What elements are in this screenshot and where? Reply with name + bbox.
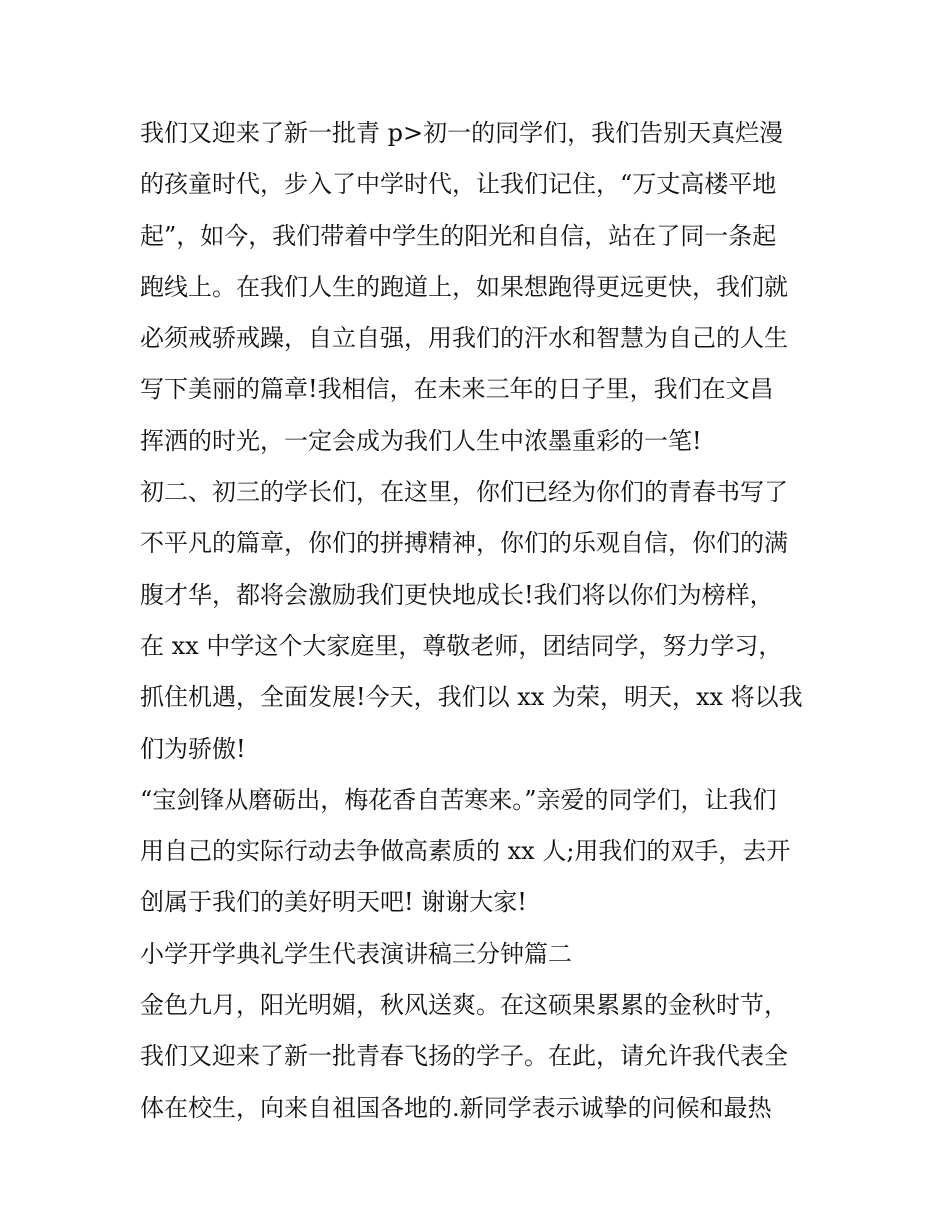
text-line: 们为骄傲! — [140, 734, 246, 763]
text-line: 腹才华，都将会激励我们更快地成长!我们将以你们为榜样， — [140, 580, 774, 609]
text-line: “宝剑锋从磨砺出，梅花香自苦寒来。”亲爱的同学们，让我们 — [140, 785, 777, 814]
text-line: 的孩童时代，步入了中学时代，让我们记住，“万丈高楼平地 — [140, 170, 777, 199]
text-line: 必须戒骄戒躁，自立自强，用我们的汗水和智慧为自己的人生 — [140, 324, 788, 353]
text-line: 跑线上。在我们人生的跑道上，如果想跑得更远更快，我们就 — [140, 272, 788, 301]
text-line: 金色九月，阳光明媚，秋风送爽。在这硕果累累的金秋时节， — [140, 991, 788, 1020]
text-line: 不平凡的篇章，你们的拼搏精神，你们的乐观自信，你们的满 — [140, 529, 788, 558]
text-line: 体在校生，向来自祖国各地的.新同学表示诚挚的问候和最热 — [140, 1093, 772, 1122]
text-line: 我们又迎来了新一批青 p>初一的同学们，我们告别天真烂漫 — [140, 119, 784, 147]
document-body — [140, 108, 820, 1134]
text-line: 抓住机遇，全面发展!今天，我们以 xx 为荣，明天，xx 将以我 — [140, 683, 803, 712]
text-line: 用自己的实际行动去争做高素质的 xx 人;用我们的双手，去开 — [140, 837, 791, 866]
section-heading: 小学开学典礼学生代表演讲稿三分钟篇二 — [140, 939, 572, 968]
text-line: 初二、初三的学长们，在这里，你们已经为你们的青春书写了 — [140, 478, 788, 507]
text-line: 创属于我们的美好明天吧! 谢谢大家! — [140, 888, 527, 917]
text-line: 写下美丽的篇章!我相信，在未来三年的日子里，我们在文昌 — [140, 375, 774, 404]
text-line: 在 xx 中学这个大家庭里，尊敬老师，团结同学，努力学习， — [140, 631, 783, 660]
text-line: 起”，如今，我们带着中学生的阳光和自信，站在了同一条起 — [140, 221, 777, 250]
text-line: 我们又迎来了新一批青春飞扬的学子。在此，请允许我代表全 — [140, 1042, 788, 1071]
text-line: 挥洒的时光，一定会成为我们人生中浓墨重彩的一笔! — [140, 426, 702, 455]
